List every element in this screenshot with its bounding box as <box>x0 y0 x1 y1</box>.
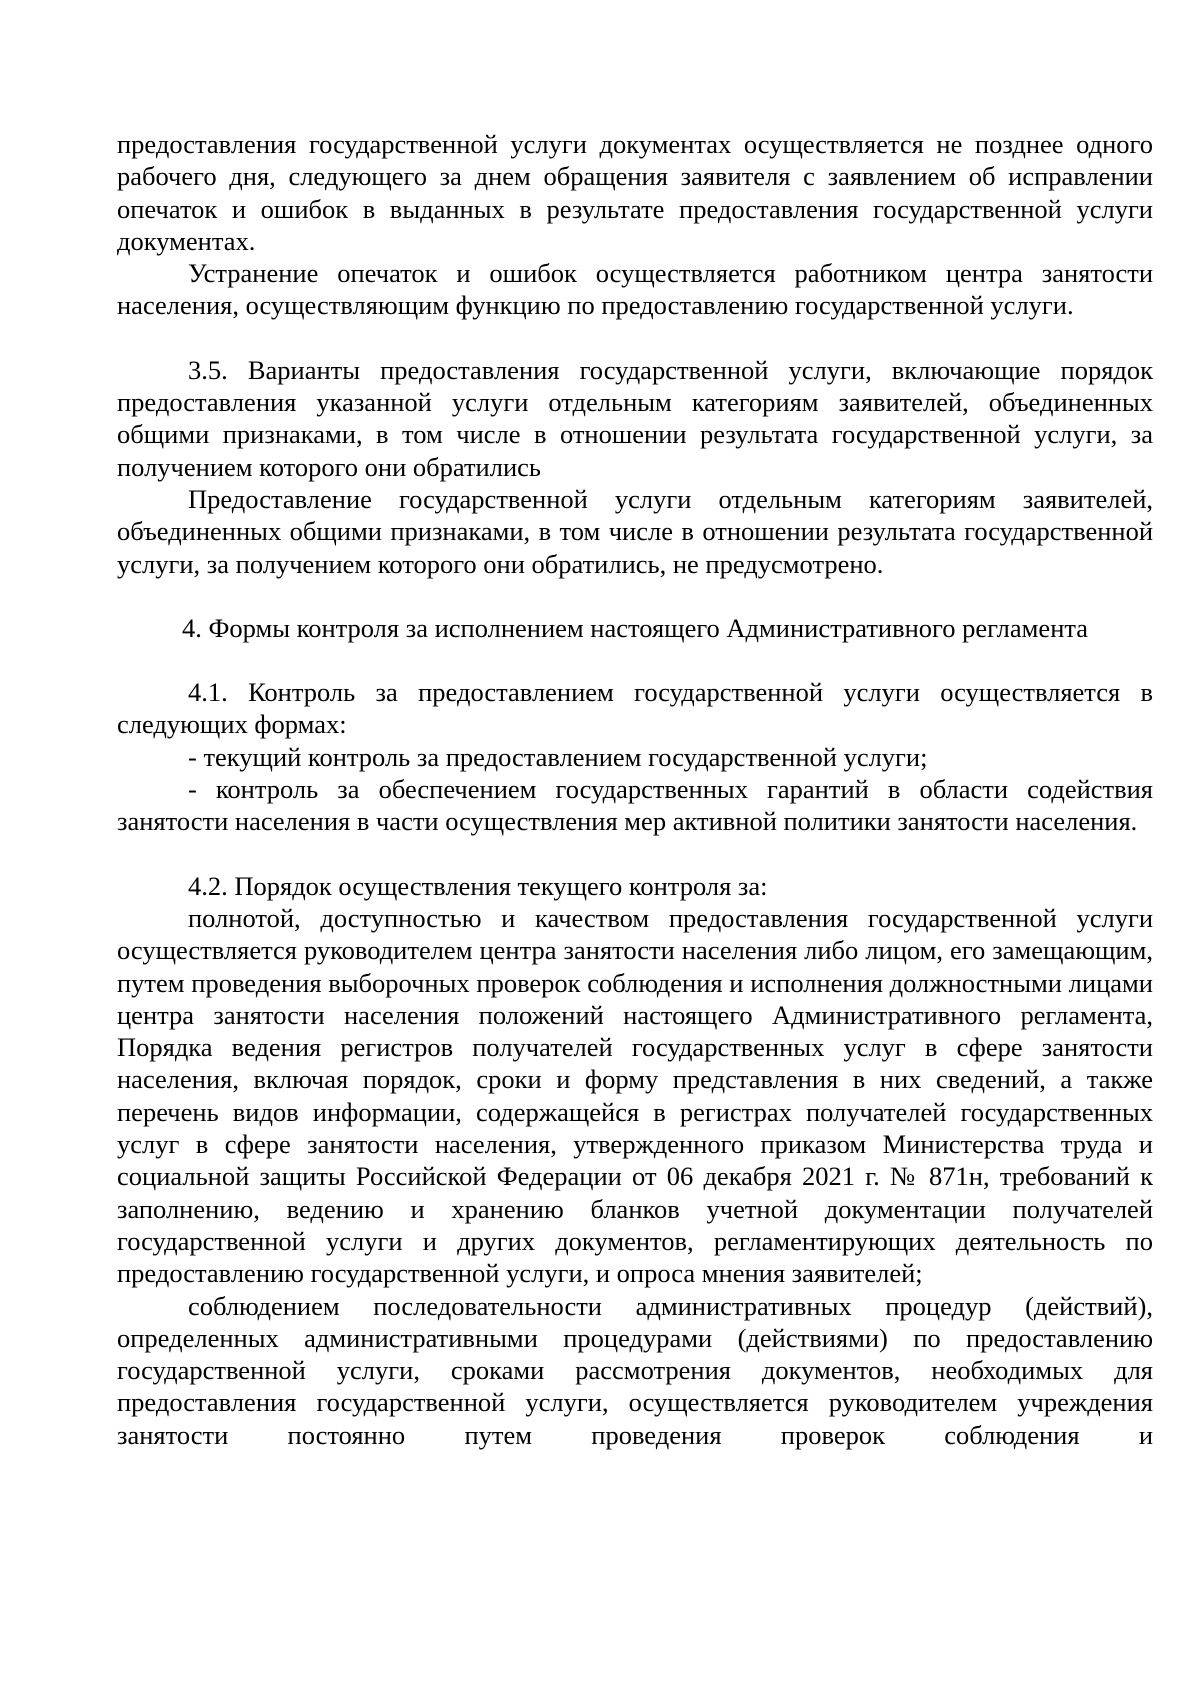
paragraph-sequence-control: соблюдением последовательности административных процедур (действий), определенных административными процедурами (действиями) по предоставлению государственной услуги, сроками рассмотрения документов, необходимых для предоставления государственной услуги, осуществляется руководителем учреждения занятости постоянно путем проведения проверок соблюдения и <box>117 1290 1153 1450</box>
spacer <box>117 322 1153 354</box>
list-item-guarantees-control: - контроль за обеспечением государственных гарантий в области содействия занятости населения в части осуществления мер активной политики занятости населения. <box>117 774 1153 837</box>
section-3-5-title: 3.5. Варианты предоставления государственной услуги, включающие порядок предоставления указанной услуги отдельным категориям заявителей, объединенных общими признаками, в том числе в отношении результата государственной услуги, за получением которого они обратились <box>117 354 1153 482</box>
paragraph-correction-deadline: предоставления государственной услуги документах осуществляется не позднее одного рабочего дня, следующего за днем обращения заявителя с заявлением об исправлении опечаток и ошибок в выданных в результате предоставления государственной услуги документах. <box>117 129 1153 256</box>
list-item-current-control: - текущий контроль за предоставлением государственной услуги; <box>188 741 928 772</box>
paragraph-variants-not-provided: Предоставление государственной услуги отдельным категориям заявителей, объединенных общими признаками, в том числе в отношении результата государственной услуги, за получением которого они обратились, не предусмотрено. <box>117 483 1153 579</box>
spacer <box>117 838 1153 870</box>
paragraph-completeness-control: полнотой, доступностью и качеством предоставления государственной услуги осуществляется руководителем центра занятости населения либо лицом, его замещающим, путем проведения выборочных проверок соблюдения и исполнения должностными лицами центра занятости населения положений настоящего Административного регламента, Порядка ведения регистров получателей государственных услуг в сфере занятости населения, включая порядок, сроки и форму представления в них сведений, а также перечень видов информации, содержащейся в регистрах получателей государственных услуг в сфере занятости населения, утвержденного приказом Министерства труда и социальной защиты Российской Федерации от 06 декабря 2021 г. № 871н, требований к заполнению, ведению и хранению бланков учетной документации получателей государственной услуги и других документов, регламентирующих деятельность по предоставлению государственной услуги, и опроса мнения заявителей; <box>117 902 1153 1289</box>
section-4-1-intro: 4.1. Контроль за предоставлением государственной услуги осуществляется в следующих формах: <box>117 677 1153 740</box>
spacer <box>117 580 1153 612</box>
document-page <box>117 128 1153 1451</box>
paragraph-correction-responsible: Устранение опечаток и ошибок осуществляется работником центра занятости населения, осуществляющим функцию по предоставлению государственной услуги. <box>117 258 1153 321</box>
spacer <box>117 644 1153 676</box>
section-4-2-title: 4.2. Порядок осуществления текущего контроля за: <box>188 870 768 901</box>
section-4-heading: 4. Формы контроля за исполнением настоящего Административного регламента <box>181 612 1089 643</box>
